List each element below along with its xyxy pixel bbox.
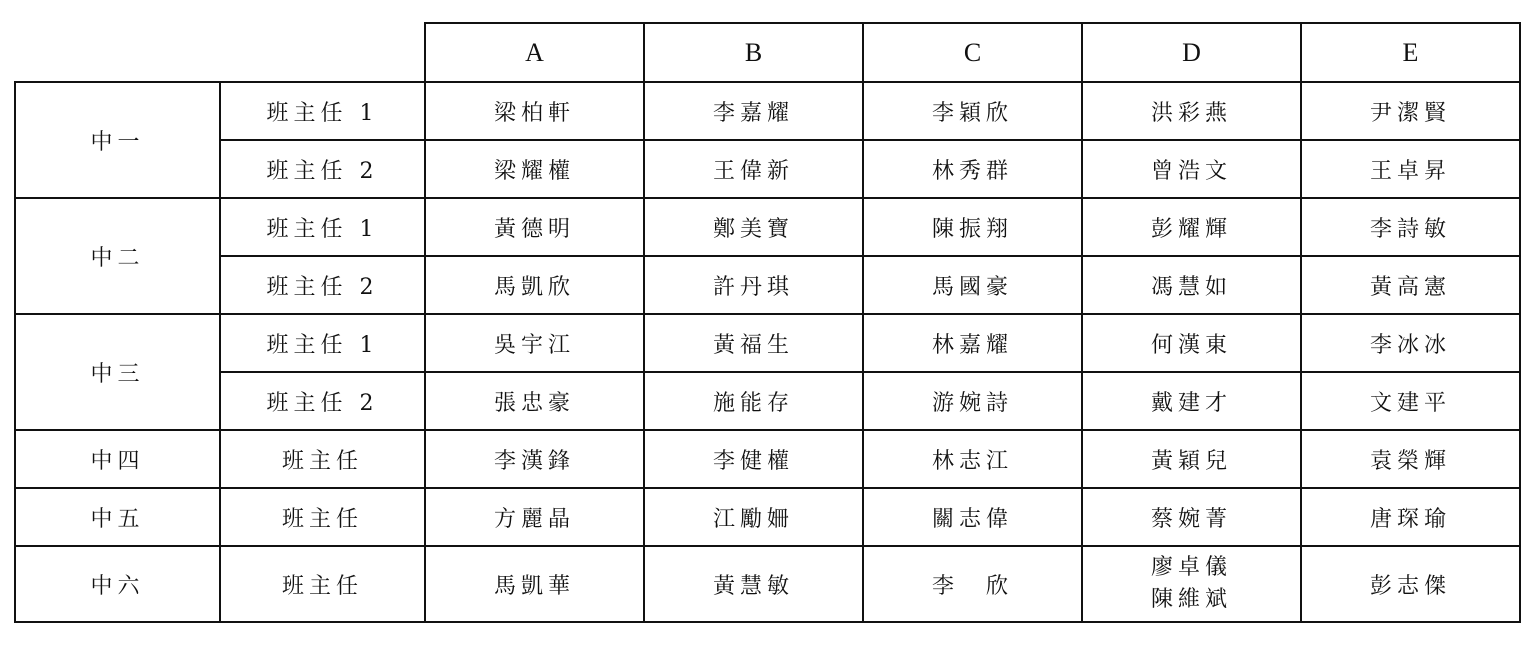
teacher-cell: 李詩敏 bbox=[1301, 198, 1520, 256]
column-header-b: B bbox=[644, 23, 863, 82]
role-cell: 班主任 2 bbox=[220, 140, 425, 198]
teacher-cell: 江勵姍 bbox=[644, 488, 863, 546]
teacher-cell: 方麗晶 bbox=[425, 488, 644, 546]
table-row bbox=[15, 488, 1520, 546]
role-cell: 班主任 bbox=[220, 546, 425, 622]
teacher-cell: 黃慧敏 bbox=[644, 546, 863, 622]
teacher-cell: 彭志傑 bbox=[1301, 546, 1520, 622]
role-cell: 班主任 1 bbox=[220, 198, 425, 256]
teacher-cell: 彭耀輝 bbox=[1082, 198, 1301, 256]
teacher-cell: 林秀群 bbox=[863, 140, 1082, 198]
teacher-cell: 關志偉 bbox=[863, 488, 1082, 546]
table-row bbox=[15, 430, 1520, 488]
table-row bbox=[15, 372, 1520, 430]
teacher-cell: 洪彩燕 bbox=[1082, 82, 1301, 140]
teacher-cell: 施能存 bbox=[644, 372, 863, 430]
teacher-cell: 唐琛瑜 bbox=[1301, 488, 1520, 546]
teacher-cell: 馬凱欣 bbox=[425, 256, 644, 314]
teacher-cell: 鄭美寶 bbox=[644, 198, 863, 256]
teacher-cell: 文建平 bbox=[1301, 372, 1520, 430]
teacher-cell: 黃德明 bbox=[425, 198, 644, 256]
teacher-cell: 李嘉耀 bbox=[644, 82, 863, 140]
teacher-cell: 李穎欣 bbox=[863, 82, 1082, 140]
teacher-cell: 陳振翔 bbox=[863, 198, 1082, 256]
teacher-cell: 何漢東 bbox=[1082, 314, 1301, 372]
table-row bbox=[15, 140, 1520, 198]
teacher-cell: 王卓昇 bbox=[1301, 140, 1520, 198]
role-cell: 班主任 2 bbox=[220, 372, 425, 430]
teacher-cell: 李冰冰 bbox=[1301, 314, 1520, 372]
teacher-cell: 馬凱華 bbox=[425, 546, 644, 622]
role-cell: 班主任 bbox=[220, 488, 425, 546]
column-header-c: C bbox=[863, 23, 1082, 82]
teacher-cell: 梁柏軒 bbox=[425, 82, 644, 140]
role-cell: 班主任 1 bbox=[220, 82, 425, 140]
teacher-cell: 黃穎兒 bbox=[1082, 430, 1301, 488]
grade-cell: 中六 bbox=[15, 546, 220, 622]
grade-cell: 中一 bbox=[15, 82, 220, 198]
teacher-cell: 李漢鋒 bbox=[425, 430, 644, 488]
teacher-name: 陳維斌 bbox=[1150, 587, 1232, 612]
column-header-d: D bbox=[1082, 23, 1301, 82]
teacher-cell: 戴建才 bbox=[1082, 372, 1301, 430]
grade-cell: 中五 bbox=[15, 488, 220, 546]
table-row bbox=[15, 256, 1520, 314]
teacher-cell: 李健權 bbox=[644, 430, 863, 488]
column-header-a: A bbox=[425, 23, 644, 82]
role-cell: 班主任 2 bbox=[220, 256, 425, 314]
teacher-cell: 曾浩文 bbox=[1082, 140, 1301, 198]
teacher-cell: 馮慧如 bbox=[1082, 256, 1301, 314]
table-row bbox=[15, 198, 1520, 256]
teacher-cell: 尹潔賢 bbox=[1301, 82, 1520, 140]
teacher-cell: 林嘉耀 bbox=[863, 314, 1082, 372]
column-header-e: E bbox=[1301, 23, 1520, 82]
table-row bbox=[15, 82, 1520, 140]
table-row bbox=[15, 546, 1520, 622]
teacher-cell: 梁耀權 bbox=[425, 140, 644, 198]
class-teacher-table bbox=[14, 22, 1521, 623]
teacher-cell: 袁榮輝 bbox=[1301, 430, 1520, 488]
teacher-cell: 張忠豪 bbox=[425, 372, 644, 430]
teacher-cell: 蔡婉菁 bbox=[1082, 488, 1301, 546]
teacher-cell: 許丹琪 bbox=[644, 256, 863, 314]
teacher-cell: 李 欣 bbox=[863, 546, 1082, 622]
table-row bbox=[15, 314, 1520, 372]
teacher-cell: 吳宇江 bbox=[425, 314, 644, 372]
teacher-cell: 王偉新 bbox=[644, 140, 863, 198]
teacher-name: 廖卓儀 bbox=[1150, 555, 1232, 580]
grade-cell: 中二 bbox=[15, 198, 220, 314]
corner-empty-cell bbox=[15, 23, 425, 82]
teacher-cell: 林志江 bbox=[863, 430, 1082, 488]
role-cell: 班主任 1 bbox=[220, 314, 425, 372]
teacher-cell: 黃福生 bbox=[644, 314, 863, 372]
grade-cell: 中四 bbox=[15, 430, 220, 488]
teacher-cell: 游婉詩 bbox=[863, 372, 1082, 430]
teacher-cell: 黃高憲 bbox=[1301, 256, 1520, 314]
grade-cell: 中三 bbox=[15, 314, 220, 430]
role-cell: 班主任 bbox=[220, 430, 425, 488]
teacher-cell-multi bbox=[1082, 546, 1301, 622]
teacher-cell: 馬國豪 bbox=[863, 256, 1082, 314]
